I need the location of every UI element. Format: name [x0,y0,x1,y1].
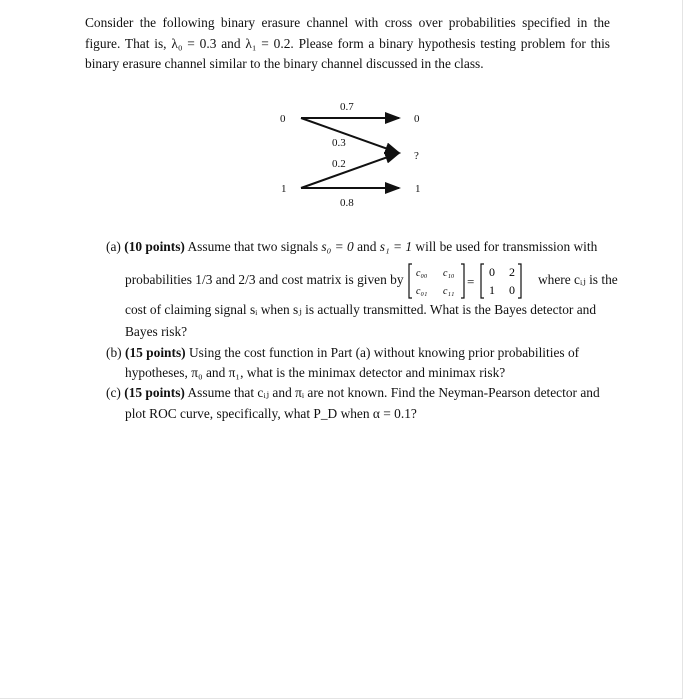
output-1-label: 1 [415,183,421,195]
erasure-channel-diagram [270,96,440,212]
part-c-label: (c) [106,385,121,400]
matrix-c00: c₀₀ [416,268,428,279]
matrix-v11: 0 [509,283,515,297]
intro-line-1: Consider the following binary erasure channel with cross over probabilities specified in the [85,15,610,30]
matrix-c10: c₁₀ [443,268,455,279]
matrix-v00: 0 [489,265,495,279]
part-b-line-1: (b) (15 points) Using the cost function in Part (a) without knowing prior probabilities of [106,345,580,360]
matrix-v01: 1 [489,283,495,297]
part-c-line-1: (c) (15 points) Assume that cᵢⱼ and πᵢ are not known. Find the Neyman-Pearson detector and [106,385,600,400]
input-0-label: 0 [280,113,286,125]
matrix-v10: 2 [509,265,515,279]
part-b-points: (15 points) [124,345,186,360]
part-c-line-2: plot ROC curve, specifically, what P_D when α = 0.1? [125,406,417,421]
part-a-line-4: Bayes risk? [125,324,188,339]
problem-intro [85,13,610,75]
part-a-points: (10 points) [124,239,185,254]
part-a-line-1: (a) (10 points) Assume that two signals s₀ = 0 and s₁ = 1 will be used for transmission with [106,239,598,254]
prob-1-erasure: 0.2 [332,158,346,170]
part-b-line-2: hypotheses, π₀ and π₁, what is the minimax detector and minimax risk? [125,365,506,380]
part-a-where: where cᵢⱼ is the [538,272,618,287]
part-b-label: (b) [106,345,122,360]
prob-1-1: 0.8 [340,197,354,209]
prob-0-0: 0.7 [340,101,354,113]
part-a-line-3: cost of claiming signal sᵢ when sⱼ is actually transmitted. What is the Bayes detector and [125,302,597,317]
matrix-c01: c₀₁ [416,286,428,297]
signal-s0: s₀ = 0 [321,239,354,254]
part-a-line-2: probabilities 1/3 and 2/3 and cost matrix is given by [125,272,404,287]
signal-s1: s₁ = 1 [379,239,413,254]
intro-line-3: binary erasure channel similar to the binary channel discussed in the class. [85,56,484,71]
matrix-equals: = [467,274,475,289]
edge-0-to-erasure [301,118,399,153]
prob-0-erasure: 0.3 [332,137,346,149]
matrix-c11: c₁₁ [443,286,455,297]
output-erasure-label: ? [414,150,419,162]
edge-1-to-erasure [301,153,399,188]
part-a-label: (a) [106,239,121,254]
cost-matrix [407,262,535,300]
intro-line-2: figure. That is, λ₀ = 0.3 and λ₁ = 0.2. Please form a binary hypothesis testing problem for this [85,35,610,51]
input-1-label: 1 [281,183,287,195]
output-0-label: 0 [414,113,420,125]
part-c-points: (15 points) [124,385,185,400]
